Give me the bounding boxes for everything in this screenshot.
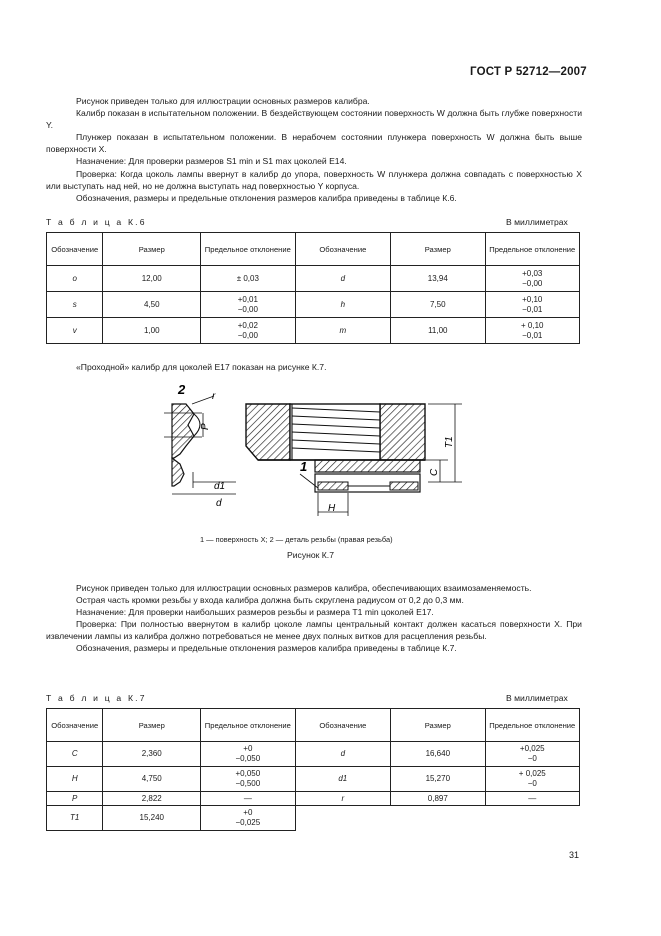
table-cell: — (201, 792, 295, 806)
table-cell: 1,00 (103, 318, 201, 344)
figure-label-r: r (212, 391, 216, 402)
paragraph: Назначение: Для проверки размеров S1 min и S1 max цоколей Е14. (76, 156, 347, 167)
table-k7-units: В миллиметрах (506, 693, 568, 703)
tolerance-lower: −0,500 (235, 779, 261, 788)
paragraph: Проверка: При полностью ввернутом в калибр цоколе лампы центральный контакт должен касаться поверхности X. При извлечении лампы из калибра должно потребоваться не менее двух полных витков для расцепления резьбы. (46, 619, 582, 642)
table-row (47, 742, 580, 767)
table-cell: 0,897 (391, 792, 485, 806)
table-cell: P (47, 792, 103, 806)
table-cell (485, 767, 579, 792)
table-header: Обозначение (47, 233, 103, 266)
table-cell: d (295, 266, 391, 292)
table-cell (485, 292, 579, 318)
table-header: Размер (391, 709, 485, 742)
table-cell (201, 767, 295, 792)
table-header: Предельное отклонение (201, 709, 295, 742)
figure-label-d1: d1 (214, 481, 226, 492)
table-row (47, 318, 580, 344)
table-row (47, 767, 580, 792)
table-row (47, 292, 580, 318)
table-header: Размер (103, 233, 201, 266)
body-text (46, 582, 582, 655)
table-cell: o (47, 266, 103, 292)
figure-label-1: 1 (300, 459, 308, 474)
figure-label-h: H (328, 503, 336, 514)
table-cell: — (485, 792, 579, 806)
table-cell (485, 318, 579, 344)
paragraph: Проверка: Когда цоколь лампы ввернут в калибр до упора, поверхность W плунжера должна совпадать с поверхностью X или выступать над ней, но не должна выступать над поверхностью Y корпуса. (46, 168, 582, 191)
paragraph: Обозначения, размеры и предельные отклонения размеров калибра приведены в таблице К.6. (76, 192, 457, 203)
tolerance-upper: +0,02 (237, 320, 258, 330)
tolerance-upper: + 0,10 (521, 320, 544, 330)
table-header: Предельное отклонение (485, 233, 579, 266)
table-cell (201, 806, 295, 831)
figure-label-c: C (429, 468, 440, 476)
paragraph: Рисунок приведен только для иллюстрации основных размеров калибра. (76, 96, 370, 106)
empty-cell (391, 806, 485, 831)
page-number: 31 (569, 850, 580, 860)
table-cell: 13,94 (391, 266, 485, 292)
table-k6-units: В миллиметрах (506, 217, 568, 227)
figure-label-p: P (200, 423, 211, 430)
table-cell: 2,822 (103, 792, 201, 806)
table-header: Обозначение (295, 709, 391, 742)
table-cell (201, 292, 295, 318)
table-cell: 4,50 (103, 292, 201, 318)
table-k7-label: Т а б л и ц а К.7 (46, 693, 147, 703)
paragraph: Острая часть кромки резьбы у входа калибра должна быть скруглена радиусом от 0,2 до 0,3 мм. (76, 595, 464, 606)
table-header: Обозначение (295, 233, 391, 266)
tolerance-lower: −0 (527, 754, 537, 763)
table-cell: v (47, 318, 103, 344)
table-cell: m (295, 318, 391, 344)
tolerance-upper: +0 (243, 808, 253, 817)
table-cell: 15,240 (103, 806, 201, 831)
table-cell: d (295, 742, 391, 767)
table-header: Размер (103, 709, 201, 742)
paragraph: Рисунок приведен только для иллюстрации основных размеров калибра, обеспечивающих взаимозаменяемость. (76, 583, 532, 593)
table-cell: 7,50 (391, 292, 485, 318)
tolerance-lower: −0,050 (235, 754, 261, 763)
paragraph: Калибр показан в испытательном положении. В бездействующем состоянии поверхность W должна быть глубже поверхности Y. (46, 108, 582, 131)
tolerance-upper: +0,01 (237, 294, 258, 304)
table-header: Размер (391, 233, 485, 266)
tolerance-lower: −0,00 (237, 330, 258, 340)
tolerance-lower: −0,025 (235, 818, 261, 827)
table-cell: 15,270 (391, 767, 485, 792)
table-cell: H (47, 767, 103, 792)
table-cell (485, 266, 579, 292)
table-cell (201, 742, 295, 767)
table-cell: r (295, 792, 391, 806)
table-cell: s (47, 292, 103, 318)
empty-cell (295, 806, 391, 831)
table-k6 (46, 232, 580, 344)
intro-text (46, 95, 582, 204)
figure-label-d: d (216, 498, 222, 509)
table-cell: h (295, 292, 391, 318)
table-header: Предельное отклонение (485, 709, 579, 742)
tolerance-lower: −0,00 (522, 278, 543, 288)
paragraph: Назначение: Для проверки наибольших размеров резьбы и размера T1 min цоколей Е17. (76, 607, 434, 618)
table-cell: 12,00 (103, 266, 201, 292)
table-cell (201, 318, 295, 344)
table-header: Обозначение (47, 709, 103, 742)
paragraph: Плунжер показан в испытательном положении. В нерабочем состоянии плунжера поверхность W должна быть выше поверхности X. (46, 132, 582, 155)
empty-cell (485, 806, 579, 831)
table-k6-label: Т а б л и ц а К.6 (46, 217, 147, 227)
table-header: Предельное отклонение (201, 233, 295, 266)
figure-caption: 1 — поверхность X; 2 — деталь резьбы (правая резьба) (200, 535, 393, 544)
table-cell: C (47, 742, 103, 767)
table-cell (485, 742, 579, 767)
document-code: ГОСТ Р 52712—2007 (470, 66, 587, 78)
table-cell: 16,640 (391, 742, 485, 767)
table-cell: 2,360 (103, 742, 201, 767)
figure-label-2: 2 (178, 382, 186, 397)
table-cell: d1 (295, 767, 391, 792)
table-cell: ± 0,03 (201, 266, 295, 292)
tolerance-upper: + 0,025 (518, 769, 546, 778)
table-row (47, 792, 580, 806)
tolerance-upper: +0,025 (519, 744, 545, 753)
figure-title: Рисунок К.7 (287, 550, 334, 560)
tolerance-lower: −0 (527, 779, 537, 788)
figure-intro: «Проходной» калибр для цоколей Е17 показан на рисунке К.7. (76, 362, 327, 372)
table-row (47, 806, 580, 831)
thread-detail (164, 396, 236, 494)
tolerance-upper: +0,03 (522, 268, 543, 278)
paragraph: Обозначения, размеры и предельные отклонения размеров калибра приведены в таблице К.7. (76, 643, 457, 654)
table-k7 (46, 708, 580, 831)
table-row (47, 266, 580, 292)
tolerance-upper: +0 (243, 744, 253, 753)
tolerance-lower: −0,01 (522, 330, 543, 340)
gauge-drawing (150, 378, 470, 530)
tolerance-upper: +0,050 (235, 769, 261, 778)
table-cell: T1 (47, 806, 103, 831)
figure-label-t1: T1 (444, 436, 455, 448)
table-cell: 11,00 (391, 318, 485, 344)
gauge-body (246, 404, 462, 516)
table-cell: 4,750 (103, 767, 201, 792)
tolerance-upper: +0,10 (522, 294, 543, 304)
tolerance-lower: −0,01 (522, 304, 543, 314)
tolerance-lower: −0,00 (237, 304, 258, 314)
